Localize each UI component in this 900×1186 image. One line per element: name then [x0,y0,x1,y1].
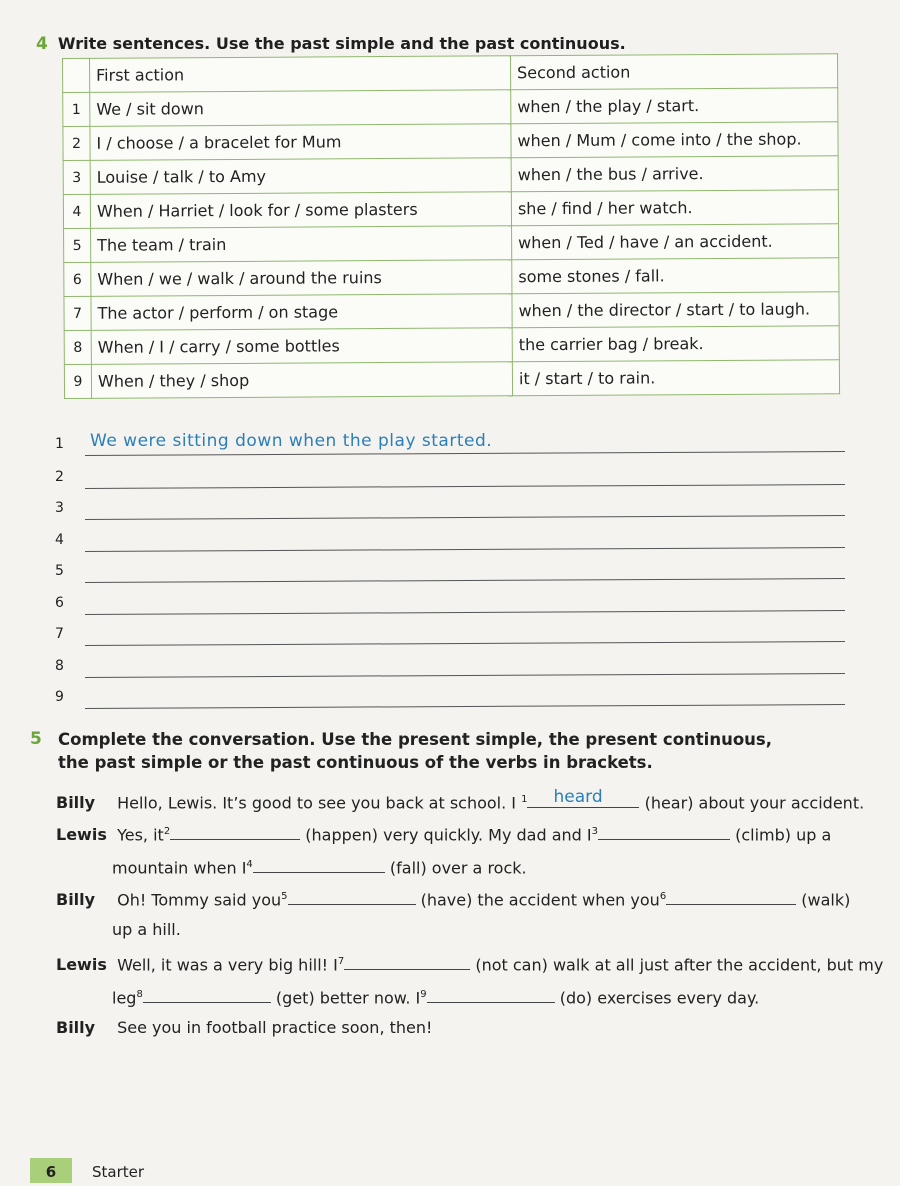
answer-line[interactable]: 8 [55,652,845,676]
conversation-line: Billy See you in football practice soon, then! [56,1018,433,1037]
conversation-line: Billy Oh! Tommy said you$^5$ (have) the accident when you$^6$ (walk) [56,890,851,910]
table-header-row [63,54,838,93]
conversation-line: mountain when $I^4$ (fall) over a rock. [112,858,527,878]
speaker-billy: Billy [56,1018,96,1037]
section-label: Starter [92,1163,145,1181]
conversation-line: up a hill. [112,920,181,939]
exercise-4-heading [36,34,626,54]
speaker-billy: Billy [56,890,96,910]
table-row: 4 When / Harriet / look for / some plasters she / find / her watch. [63,190,838,229]
table-row: 7 The actor / perform / on stage when / the director / start / to laugh. [64,292,839,331]
table-row: 8 When / I / carry / some bottles the carrier bag / break. [64,326,839,365]
table-row: 2 I / choose / a bracelet for Mum when / Mum / come into / the shop. [63,122,838,161]
answer-line[interactable]: 9 [55,683,845,707]
gap-1[interactable] [527,787,639,808]
gap-4[interactable] [253,856,385,873]
table-row: 1 We / sit down when / the play / start. [63,88,838,127]
exercise-4-instruction: Write sentences. Use the past simple and the past continuous. [57,34,626,53]
conversation-line: Billy Hello, Lewis. It’s good to see you back at school. I $^1$ heard (hear) about your accident. [56,787,865,813]
gap-3[interactable] [598,823,730,840]
conversation-line: leg$^8$ (get) better now. $I^9$ (do) exercises every day. [112,988,760,1008]
exercise-4-number: 4 [36,34,48,54]
gap-6[interactable] [666,888,796,905]
handwritten-answer: heard [553,787,603,808]
table-row: 3 Louise / talk / to Amy when / the bus / arrive. [63,156,838,195]
gap-7[interactable] [344,953,470,970]
answer-line[interactable]: 6 [55,589,845,613]
answer-line[interactable]: 5 [55,557,845,581]
actions-table [62,53,840,399]
conversation-line: Lewis Well, it was a very big hill! $I^7$ (not can) walk at all just after the accident, but my [56,955,884,975]
gap-2[interactable] [170,823,300,840]
header-first-action: First action [90,56,511,93]
exercise-5-heading: 5 Complete the conversation. Use the present simple, the present continuous, the past simple or the past continuous of the verbs in brackets. [30,729,772,772]
answer-line[interactable]: 4 [55,526,845,550]
conversation-line: Lewis Yes, $it^2$ (happen) very quickly. My dad and $I^3$ (climb) up a [56,825,832,845]
gap-8[interactable] [143,986,271,1003]
gap-5[interactable] [288,888,416,905]
speaker-lewis: Lewis [56,955,107,975]
handwritten-answer: We were sitting down when the play started. [90,431,493,451]
exercise-5-number: 5 [30,729,42,749]
gap-9[interactable] [427,986,555,1003]
table-row: 5 The team / train when / Ted / have / an accident. [64,224,839,263]
answer-line[interactable]: 7 [55,620,845,644]
table-row: 9 When / they / shop it / start / to rain. [64,360,839,399]
answer-line[interactable]: 3 [55,494,845,518]
table-row: 6 When / we / walk / around the ruins some stones / fall. [64,258,839,297]
answer-line[interactable]: 1 We were sitting down when the play started. [55,430,845,454]
speaker-billy: Billy [56,793,96,813]
answer-line[interactable]: 2 [55,463,845,487]
speaker-lewis: Lewis [56,825,107,845]
header-second-action: Second action [510,54,837,90]
page-number: 6 [30,1158,72,1183]
